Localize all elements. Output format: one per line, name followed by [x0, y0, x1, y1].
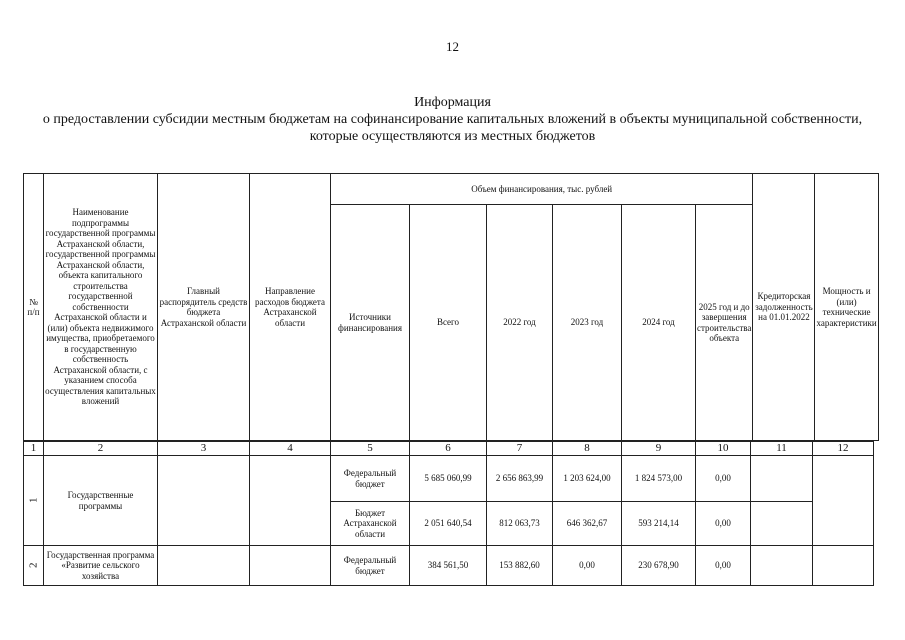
column-number: 7: [487, 442, 553, 456]
row-number: 2: [24, 546, 44, 586]
row-name: Государственная программа «Развитие сельского хозяйства: [44, 546, 158, 586]
row-2025: 0,00: [696, 502, 751, 546]
row-debt: [751, 502, 813, 546]
row-2022: 812 063,73: [487, 502, 553, 546]
row-source: Федеральный бюджет: [331, 456, 410, 502]
row-number: 1: [24, 456, 44, 546]
row-2022: 2 656 863,99: [487, 456, 553, 502]
column-number: 2: [44, 442, 158, 456]
row-total: 5 685 060,99: [410, 456, 487, 502]
row-administrator: [158, 456, 250, 546]
header-col-direction: Направление расходов бюджета Астраханской области: [250, 174, 331, 441]
header-col-capacity: Мощность и (или) технические характеристики: [815, 174, 878, 441]
header-col-2025: 2025 год и до завершения строительства объекта: [696, 205, 753, 441]
column-number: 5: [331, 442, 410, 456]
header-col-debt: Кредиторская задолженность на 01.01.2022: [753, 174, 815, 441]
title-line-3: которые осуществляются из местных бюджетов: [309, 129, 596, 144]
row-debt: [751, 546, 813, 586]
column-number: 9: [622, 442, 696, 456]
row-administrator: [158, 546, 250, 586]
column-number: 11: [751, 442, 813, 456]
table-row: [24, 456, 874, 502]
column-number: 12: [813, 442, 874, 456]
title-line-1: Информация: [414, 95, 491, 110]
row-2022: 153 882,60: [487, 546, 553, 586]
column-number: 10: [696, 442, 751, 456]
row-2024: 1 824 573,00: [622, 456, 696, 502]
column-number: 4: [250, 442, 331, 456]
column-number: 8: [553, 442, 622, 456]
header-col-2023: 2023 год: [553, 205, 622, 441]
table-row: [24, 546, 874, 586]
column-number: 6: [410, 442, 487, 456]
header-col-number: № п/п: [24, 174, 44, 441]
row-name: Государственные программы: [44, 456, 158, 546]
header-col-administrator: Главный распорядитель средств бюджета Астраханской области: [158, 174, 250, 441]
row-2025: 0,00: [696, 456, 751, 502]
table-header: [23, 173, 879, 441]
row-direction: [250, 456, 331, 546]
document-title: [0, 94, 905, 145]
header-col-2022: 2022 год: [487, 205, 553, 441]
column-number-row: [24, 442, 874, 456]
row-source: Бюджет Астраханской области: [331, 502, 410, 546]
row-total: 2 051 640,54: [410, 502, 487, 546]
row-2023: 1 203 624,00: [553, 456, 622, 502]
column-number: 3: [158, 442, 250, 456]
page-number: 12: [446, 39, 459, 54]
row-capacity: [813, 546, 874, 586]
row-2023: 646 362,67: [553, 502, 622, 546]
row-total: 384 561,50: [410, 546, 487, 586]
header-col-name: Наименование подпрограммы государственной программы Астраханской области, государственной программы Астраханской области, объекта капитального строительства государственной собственности Астраханской области и (или) объекта недвижимого имущества, приобретаемого в государственную собственность Астраханской области, с указанием способа осуществления капитальных вложений: [44, 174, 158, 441]
title-line-2: о предоставлении субсидии местным бюджетам на софинансирование капитальных вложений в объекты муниципальной собственности,: [42, 112, 863, 127]
row-2025: 0,00: [696, 546, 751, 586]
column-number: 1: [24, 442, 44, 456]
row-2024: 230 678,90: [622, 546, 696, 586]
row-direction: [250, 546, 331, 586]
row-capacity: [813, 456, 874, 546]
header-col-source: Источники финансирования: [331, 205, 410, 441]
row-2023: 0,00: [553, 546, 622, 586]
header-col-2024: 2024 год: [622, 205, 696, 441]
header-col-total: Всего: [410, 205, 487, 441]
table-body: [23, 441, 874, 586]
row-2024: 593 214,14: [622, 502, 696, 546]
row-debt: [751, 456, 813, 502]
row-source: Федеральный бюджет: [331, 546, 410, 586]
header-funding-group: Объем финансирования, тыс. рублей: [331, 174, 753, 205]
